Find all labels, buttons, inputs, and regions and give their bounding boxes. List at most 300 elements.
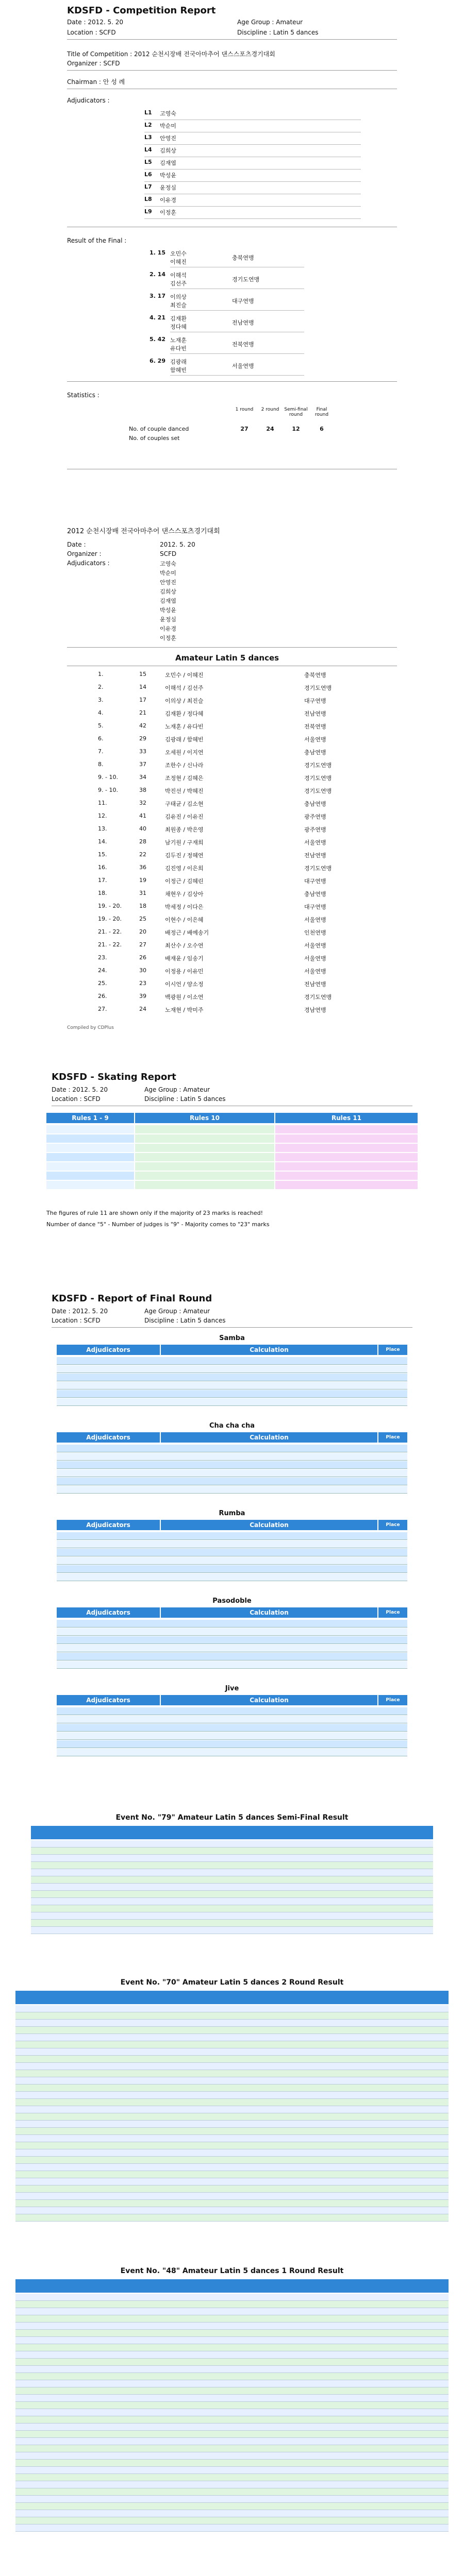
grid-row bbox=[31, 1848, 433, 1855]
result-follower: 유다빈 bbox=[170, 345, 187, 352]
stat-head: 1 round bbox=[235, 407, 254, 412]
list-number: 15 bbox=[139, 671, 146, 677]
list-place: 7. bbox=[98, 748, 104, 755]
chairman: Chairman : 안 성 례 bbox=[67, 78, 125, 86]
adjudicator-name: 안영진 bbox=[160, 135, 176, 142]
list-place: 24. bbox=[98, 967, 107, 974]
date-label: Date : bbox=[67, 541, 86, 548]
list-region: 전남연맹 bbox=[304, 852, 326, 859]
grid-row bbox=[15, 2359, 449, 2366]
dance-row bbox=[57, 1445, 407, 1452]
list-couple: 최원종 / 박은영 bbox=[165, 826, 204, 833]
semifinal-grid bbox=[31, 1826, 433, 1939]
grid-row bbox=[15, 2330, 449, 2337]
list-place: 15. bbox=[98, 851, 107, 858]
list-couple: 채현우 / 김상아 bbox=[165, 891, 204, 897]
dance-row bbox=[57, 1365, 407, 1373]
grid-row bbox=[15, 2395, 449, 2402]
grid-row bbox=[15, 2366, 449, 2373]
list-place: 3. bbox=[98, 697, 104, 703]
list-couple: 이현수 / 이은혜 bbox=[165, 917, 204, 923]
grid-row bbox=[15, 2344, 449, 2351]
result-line bbox=[170, 353, 304, 354]
list-place: 4. bbox=[98, 709, 104, 716]
adjudicator-name: 이유경 bbox=[160, 197, 176, 204]
grid-row bbox=[15, 2121, 449, 2128]
grid-row bbox=[15, 2488, 449, 2496]
list-place: 25. bbox=[98, 980, 107, 987]
result-leader: 김재환 bbox=[170, 315, 187, 322]
dance-title: Rumba bbox=[219, 1510, 245, 1517]
list-region: 전북연맹 bbox=[304, 723, 326, 730]
adjudicators-label: Adjudicators : bbox=[67, 560, 110, 567]
grid-row bbox=[15, 2200, 449, 2207]
list-place: 9. - 10. bbox=[98, 774, 118, 781]
result-place: 6. 29 bbox=[150, 358, 165, 364]
report-title: 2012 순천시장배 전국아마추어 댄스스포츠경기대회 bbox=[67, 528, 220, 535]
adjudicator-name: 김재엽 bbox=[160, 160, 176, 166]
dance-row bbox=[57, 1661, 407, 1669]
adjudicator-name: 박순미 bbox=[160, 570, 176, 577]
grid-row bbox=[15, 2020, 449, 2027]
list-number: 22 bbox=[139, 851, 146, 858]
grid-row bbox=[15, 2445, 449, 2452]
list-place: 21. - 22. bbox=[98, 941, 122, 948]
adjudicator-name: 김희상 bbox=[160, 147, 176, 154]
list-number: 41 bbox=[139, 812, 146, 819]
grid-row bbox=[31, 1891, 433, 1898]
list-number: 40 bbox=[139, 825, 146, 832]
result-place: 2. 14 bbox=[150, 271, 165, 278]
grid-row bbox=[46, 1172, 134, 1180]
list-region: 대구연맹 bbox=[304, 878, 326, 885]
grid-row bbox=[31, 1927, 433, 1934]
place-head: Place bbox=[378, 1345, 407, 1355]
list-region: 대구연맹 bbox=[304, 698, 326, 704]
list-place: 19. - 20. bbox=[98, 903, 122, 909]
rules-11-head: Rules 11 bbox=[275, 1113, 418, 1123]
adjudicator-row bbox=[144, 109, 361, 120]
list-couple: 배정근 / 배예송기 bbox=[165, 929, 209, 936]
grid-row bbox=[15, 2351, 449, 2359]
grid-row bbox=[275, 1172, 418, 1180]
skating-report bbox=[0, 1072, 464, 1288]
grid-row bbox=[275, 1134, 418, 1143]
grid-row bbox=[15, 2027, 449, 2034]
dance-row bbox=[57, 1740, 407, 1748]
grid-row bbox=[15, 2294, 449, 2301]
round2-title: Event No. "70" Amateur Latin 5 dances 2 Round Result bbox=[120, 1978, 344, 1987]
stat-value: 27 bbox=[240, 426, 248, 432]
list-couple: 노재현 / 박미주 bbox=[165, 1007, 204, 1013]
grid-row bbox=[15, 2214, 449, 2222]
grid-row bbox=[46, 1144, 134, 1152]
adjudicator-name: 윤정심 bbox=[160, 184, 176, 191]
grid-row bbox=[135, 1162, 274, 1171]
list-place: 6. bbox=[98, 735, 104, 742]
grid-row bbox=[31, 1840, 433, 1848]
discipline: Discipline : Latin 5 dances bbox=[144, 1095, 226, 1103]
adjudicator-name: 김재엽 bbox=[160, 598, 176, 604]
adjudicator-row bbox=[144, 171, 361, 182]
list-couple: 이정근 / 김혜린 bbox=[165, 878, 204, 885]
grid-row bbox=[15, 2178, 449, 2185]
grid-header bbox=[31, 1826, 433, 1839]
result-leader: 이해석 bbox=[170, 272, 187, 279]
list-number: 34 bbox=[139, 774, 146, 781]
adjudicator-name: 박성윤 bbox=[160, 607, 176, 614]
list-couple: 박세정 / 이다은 bbox=[165, 904, 204, 910]
list-region: 광주연맹 bbox=[304, 826, 326, 833]
list-number: 32 bbox=[139, 800, 146, 806]
list-place: 1. bbox=[98, 671, 104, 677]
grid-row bbox=[15, 2524, 449, 2532]
grid-row bbox=[15, 2438, 449, 2445]
grid-row bbox=[15, 2424, 449, 2431]
grid-row bbox=[15, 2510, 449, 2517]
grid-row bbox=[135, 1125, 274, 1133]
grid-row bbox=[135, 1153, 274, 1161]
grid-row bbox=[31, 1905, 433, 1912]
list-couple: 김광래 / 함혜빈 bbox=[165, 736, 204, 743]
discipline: Discipline : Latin 5 dances bbox=[237, 29, 319, 36]
final-round-report bbox=[0, 1288, 464, 1803]
list-number: 20 bbox=[139, 928, 146, 935]
list-couple: 오세원 / 이지연 bbox=[165, 749, 204, 756]
grid-row bbox=[15, 2012, 449, 2020]
adjudicators-head: Adjudicators bbox=[57, 1345, 160, 1355]
adjudicator-code: L2 bbox=[144, 122, 152, 128]
grid-row bbox=[275, 1162, 418, 1171]
round2-grid bbox=[15, 1991, 449, 2228]
dance-row bbox=[57, 1453, 407, 1461]
list-number: 21 bbox=[139, 709, 146, 716]
list-number: 27 bbox=[139, 941, 146, 948]
grid-row bbox=[31, 1898, 433, 1905]
list-couple: 이시언 / 양소정 bbox=[165, 981, 204, 988]
date: Date : 2012. 5. 20 bbox=[52, 1308, 108, 1315]
list-couple: 백광원 / 이소연 bbox=[165, 994, 204, 1001]
adjudicator-name: 고영숙 bbox=[160, 110, 176, 117]
adjudicator-code: L3 bbox=[144, 134, 152, 141]
grid-row bbox=[15, 2056, 449, 2063]
list-place: 12. bbox=[98, 812, 107, 819]
dance-row bbox=[57, 1549, 407, 1556]
result-region: 경기도연맹 bbox=[232, 276, 260, 283]
grid-row bbox=[15, 2380, 449, 2387]
adjudicators-head: Adjudicators bbox=[57, 1432, 160, 1443]
grid-row bbox=[15, 2402, 449, 2409]
list-couple: 이정용 / 이유민 bbox=[165, 968, 204, 975]
grid-row bbox=[15, 2467, 449, 2474]
list-couple: 박진선 / 박혜진 bbox=[165, 788, 204, 794]
list-number: 14 bbox=[139, 684, 146, 690]
list-place: 8. bbox=[98, 761, 104, 768]
dance-row bbox=[57, 1573, 407, 1581]
list-place: 16. bbox=[98, 864, 107, 871]
grid-row bbox=[135, 1181, 274, 1189]
list-region: 충남연맹 bbox=[304, 891, 326, 897]
grid-row bbox=[46, 1181, 134, 1189]
grid-row bbox=[15, 2034, 449, 2041]
grid-row bbox=[15, 2135, 449, 2142]
stat-sets-label: No. of couples set bbox=[129, 435, 180, 442]
grid-row bbox=[15, 2041, 449, 2048]
grid-row bbox=[15, 2460, 449, 2467]
adjudicator-code: L9 bbox=[144, 208, 152, 215]
calculation-head: Calculation bbox=[161, 1520, 377, 1530]
grid-row bbox=[15, 2207, 449, 2214]
rules-1-9-head: Rules 1 - 9 bbox=[46, 1113, 134, 1123]
adjudicator-name: 박성윤 bbox=[160, 172, 176, 179]
dance-row bbox=[57, 1620, 407, 1628]
list-number: 17 bbox=[139, 697, 146, 703]
result-region: 서울연맹 bbox=[232, 363, 254, 369]
list-place: 26. bbox=[98, 993, 107, 999]
grid-row bbox=[15, 2193, 449, 2200]
adjudicator-row bbox=[144, 134, 361, 145]
list-number: 23 bbox=[139, 980, 146, 987]
grid-row bbox=[15, 2128, 449, 2135]
statistics-label: Statistics : bbox=[67, 392, 100, 399]
list-place: 17. bbox=[98, 877, 107, 884]
results-list bbox=[0, 526, 464, 1041]
list-region: 대구연맹 bbox=[304, 904, 326, 910]
grid-row bbox=[15, 2063, 449, 2070]
calculation-head: Calculation bbox=[161, 1432, 377, 1443]
result-place: 3. 17 bbox=[150, 293, 165, 299]
list-number: 26 bbox=[139, 954, 146, 961]
list-place: 14. bbox=[98, 838, 107, 845]
adjudicator-row bbox=[144, 146, 361, 157]
grid-row bbox=[15, 2077, 449, 2084]
age-group: Age Group : Amateur bbox=[144, 1086, 210, 1093]
list-couple: 조정현 / 김혜은 bbox=[165, 775, 204, 782]
grid-row bbox=[135, 1172, 274, 1180]
age-group: Age Group : Amateur bbox=[144, 1308, 210, 1315]
list-number: 30 bbox=[139, 967, 146, 974]
adjudicator-row bbox=[144, 196, 361, 207]
dance-row bbox=[57, 1565, 407, 1573]
grid-row bbox=[135, 1144, 274, 1152]
competition-report bbox=[0, 0, 464, 526]
organizer-label: Organizer : bbox=[67, 550, 102, 557]
organizer: Organizer : SCFD bbox=[67, 60, 120, 67]
grid-row bbox=[15, 2315, 449, 2323]
adjudicator-code: L1 bbox=[144, 109, 152, 116]
list-region: 경기도연맹 bbox=[304, 865, 332, 872]
list-region: 충북연맹 bbox=[304, 672, 326, 679]
semifinal-title: Event No. "79" Amateur Latin 5 dances Semi-Final Result bbox=[115, 1814, 349, 1822]
list-region: 광주연맹 bbox=[304, 814, 326, 820]
grid-row bbox=[275, 1144, 418, 1152]
dance-row bbox=[57, 1398, 407, 1406]
adjudicator-row bbox=[144, 208, 361, 219]
grid-row bbox=[15, 2409, 449, 2416]
round1-title: Event No. "48" Amateur Latin 5 dances 1 Round Result bbox=[120, 2267, 344, 2275]
list-place: 2. bbox=[98, 684, 104, 690]
dance-row bbox=[57, 1645, 407, 1652]
grid-row bbox=[31, 1920, 433, 1927]
grid-row bbox=[31, 1862, 433, 1869]
dance-title: Samba bbox=[219, 1334, 245, 1342]
list-region: 경기도연맹 bbox=[304, 762, 332, 769]
list-number: 39 bbox=[139, 993, 146, 999]
adjudicators-head: Adjudicators bbox=[57, 1607, 160, 1618]
location: Location : SCFD bbox=[52, 1095, 101, 1103]
calculation-head: Calculation bbox=[161, 1345, 377, 1355]
grid-row bbox=[15, 2164, 449, 2171]
grid-row bbox=[15, 2517, 449, 2524]
dance-row bbox=[57, 1724, 407, 1732]
adjudicator-name: 안영진 bbox=[160, 579, 176, 586]
grid-row bbox=[15, 2048, 449, 2056]
dance-row bbox=[57, 1357, 407, 1365]
grid-row bbox=[15, 2171, 449, 2178]
grid-row bbox=[31, 1912, 433, 1920]
stat-value: 24 bbox=[266, 426, 274, 432]
list-couple: 이의상 / 최진슬 bbox=[165, 698, 204, 704]
list-number: 33 bbox=[139, 748, 146, 755]
dance-row bbox=[57, 1653, 407, 1660]
list-couple: 오민수 / 이혜진 bbox=[165, 672, 204, 679]
result-place: 4. 21 bbox=[150, 314, 165, 321]
rules-10-head: Rules 10 bbox=[135, 1113, 274, 1123]
round1-grid bbox=[15, 2279, 449, 2537]
adjudicator-name: 고영숙 bbox=[160, 561, 176, 567]
result-region: 전북연맹 bbox=[232, 341, 254, 348]
dance-row bbox=[57, 1540, 407, 1548]
dance-row bbox=[57, 1732, 407, 1740]
adjudicator-code: L5 bbox=[144, 159, 152, 165]
list-region: 서울연맹 bbox=[304, 917, 326, 923]
list-region: 경기도연맹 bbox=[304, 994, 332, 1001]
list-couple: 조한수 / 신나라 bbox=[165, 762, 204, 769]
grid-header bbox=[15, 2279, 449, 2293]
list-place: 9. - 10. bbox=[98, 787, 118, 793]
footer-note: Compiled by CDPlus bbox=[67, 1025, 114, 1030]
result-leader: 오민수 bbox=[170, 250, 187, 257]
list-region: 경남연맹 bbox=[304, 1007, 326, 1013]
list-region: 충남연맹 bbox=[304, 749, 326, 756]
grid-row bbox=[15, 2323, 449, 2330]
result-leader: 이의상 bbox=[170, 294, 187, 300]
grid-row bbox=[15, 2373, 449, 2380]
results-heading: Amateur Latin 5 dances bbox=[175, 653, 279, 663]
grid-row bbox=[15, 2474, 449, 2481]
grid-row bbox=[15, 2301, 449, 2308]
grid-row bbox=[275, 1153, 418, 1161]
dance-title: Pasodoble bbox=[212, 1597, 252, 1605]
dance-row bbox=[57, 1390, 407, 1398]
calculation-head: Calculation bbox=[161, 1607, 377, 1618]
grid-row bbox=[15, 2416, 449, 2424]
list-number: 28 bbox=[139, 838, 146, 845]
adjudicators-head: Adjudicators bbox=[57, 1695, 160, 1705]
judges-note: Number of dance "5" - Number of judges is "9" - Majority comes to "23" marks bbox=[46, 1221, 270, 1228]
grid-row bbox=[15, 2503, 449, 2510]
dance-row bbox=[57, 1382, 407, 1389]
list-place: 13. bbox=[98, 825, 107, 832]
organizer-value: SCFD bbox=[160, 550, 177, 557]
stat-head: 2 round bbox=[261, 407, 279, 412]
grid-row bbox=[15, 2113, 449, 2121]
list-region: 서울연맹 bbox=[304, 955, 326, 962]
skating-grid bbox=[46, 1113, 418, 1195]
list-number: 18 bbox=[139, 903, 146, 909]
calculation-head: Calculation bbox=[161, 1695, 377, 1705]
list-place: 19. - 20. bbox=[98, 916, 122, 922]
dance-row bbox=[57, 1461, 407, 1469]
skating-title: KDSFD - Skating Report bbox=[52, 1072, 176, 1082]
stat-head: Semi-final round bbox=[284, 407, 308, 417]
stat-value: 6 bbox=[320, 426, 324, 432]
list-place: 5. bbox=[98, 722, 104, 729]
grid-row bbox=[275, 1181, 418, 1189]
list-place: 21. - 22. bbox=[98, 928, 122, 935]
list-number: 19 bbox=[139, 877, 146, 884]
result-label: Result of the Final : bbox=[67, 237, 127, 244]
dance-row bbox=[57, 1749, 407, 1756]
result-leader: 노재훈 bbox=[170, 337, 187, 344]
list-number: 42 bbox=[139, 722, 146, 729]
grid-row bbox=[15, 2337, 449, 2344]
result-follower: 함혜빈 bbox=[170, 367, 187, 374]
dance-title: Cha cha cha bbox=[209, 1422, 255, 1430]
place-head: Place bbox=[378, 1607, 407, 1618]
list-region: 경기도연맹 bbox=[304, 775, 332, 782]
grid-row bbox=[15, 2142, 449, 2149]
result-place: 5. 42 bbox=[150, 336, 165, 343]
date: Date : 2012. 5. 20 bbox=[52, 1086, 108, 1093]
grid-row bbox=[46, 1125, 134, 1133]
list-couple: 노재훈 / 유다빈 bbox=[165, 723, 204, 730]
grid-row bbox=[46, 1162, 134, 1171]
grid-row bbox=[46, 1153, 134, 1161]
dance-row bbox=[57, 1478, 407, 1485]
age-group: Age Group : Amateur bbox=[237, 19, 303, 26]
grid-row bbox=[31, 1876, 433, 1884]
list-number: 36 bbox=[139, 864, 146, 871]
list-couple: 김진영 / 이은희 bbox=[165, 865, 204, 872]
grid-row bbox=[15, 2452, 449, 2460]
statistics-table bbox=[129, 407, 397, 448]
grid-row bbox=[135, 1134, 274, 1143]
list-region: 인천연맹 bbox=[304, 929, 326, 936]
dance-row bbox=[57, 1716, 407, 1723]
result-region: 대구연맹 bbox=[232, 298, 254, 304]
grid-row bbox=[15, 2149, 449, 2157]
list-place: 27. bbox=[98, 1006, 107, 1012]
list-couple: 구태균 / 김소현 bbox=[165, 801, 204, 807]
dance-row bbox=[57, 1707, 407, 1715]
result-region: 충북연맹 bbox=[232, 255, 254, 261]
adjudicators-head: Adjudicators bbox=[57, 1520, 160, 1530]
list-number: 37 bbox=[139, 761, 146, 768]
list-number: 29 bbox=[139, 735, 146, 742]
grid-row bbox=[15, 2092, 449, 2099]
adjudicator-row bbox=[144, 159, 361, 170]
adjudicator-row bbox=[144, 183, 361, 194]
adjudicator-name: 윤정심 bbox=[160, 616, 176, 623]
dance-row bbox=[57, 1532, 407, 1540]
grid-row bbox=[31, 1869, 433, 1876]
result-line bbox=[170, 375, 304, 376]
date: Date : 2012. 5. 20 bbox=[67, 19, 124, 26]
grid-row bbox=[275, 1125, 418, 1133]
list-region: 서울연맹 bbox=[304, 736, 326, 743]
stat-head: Final round bbox=[314, 407, 329, 417]
